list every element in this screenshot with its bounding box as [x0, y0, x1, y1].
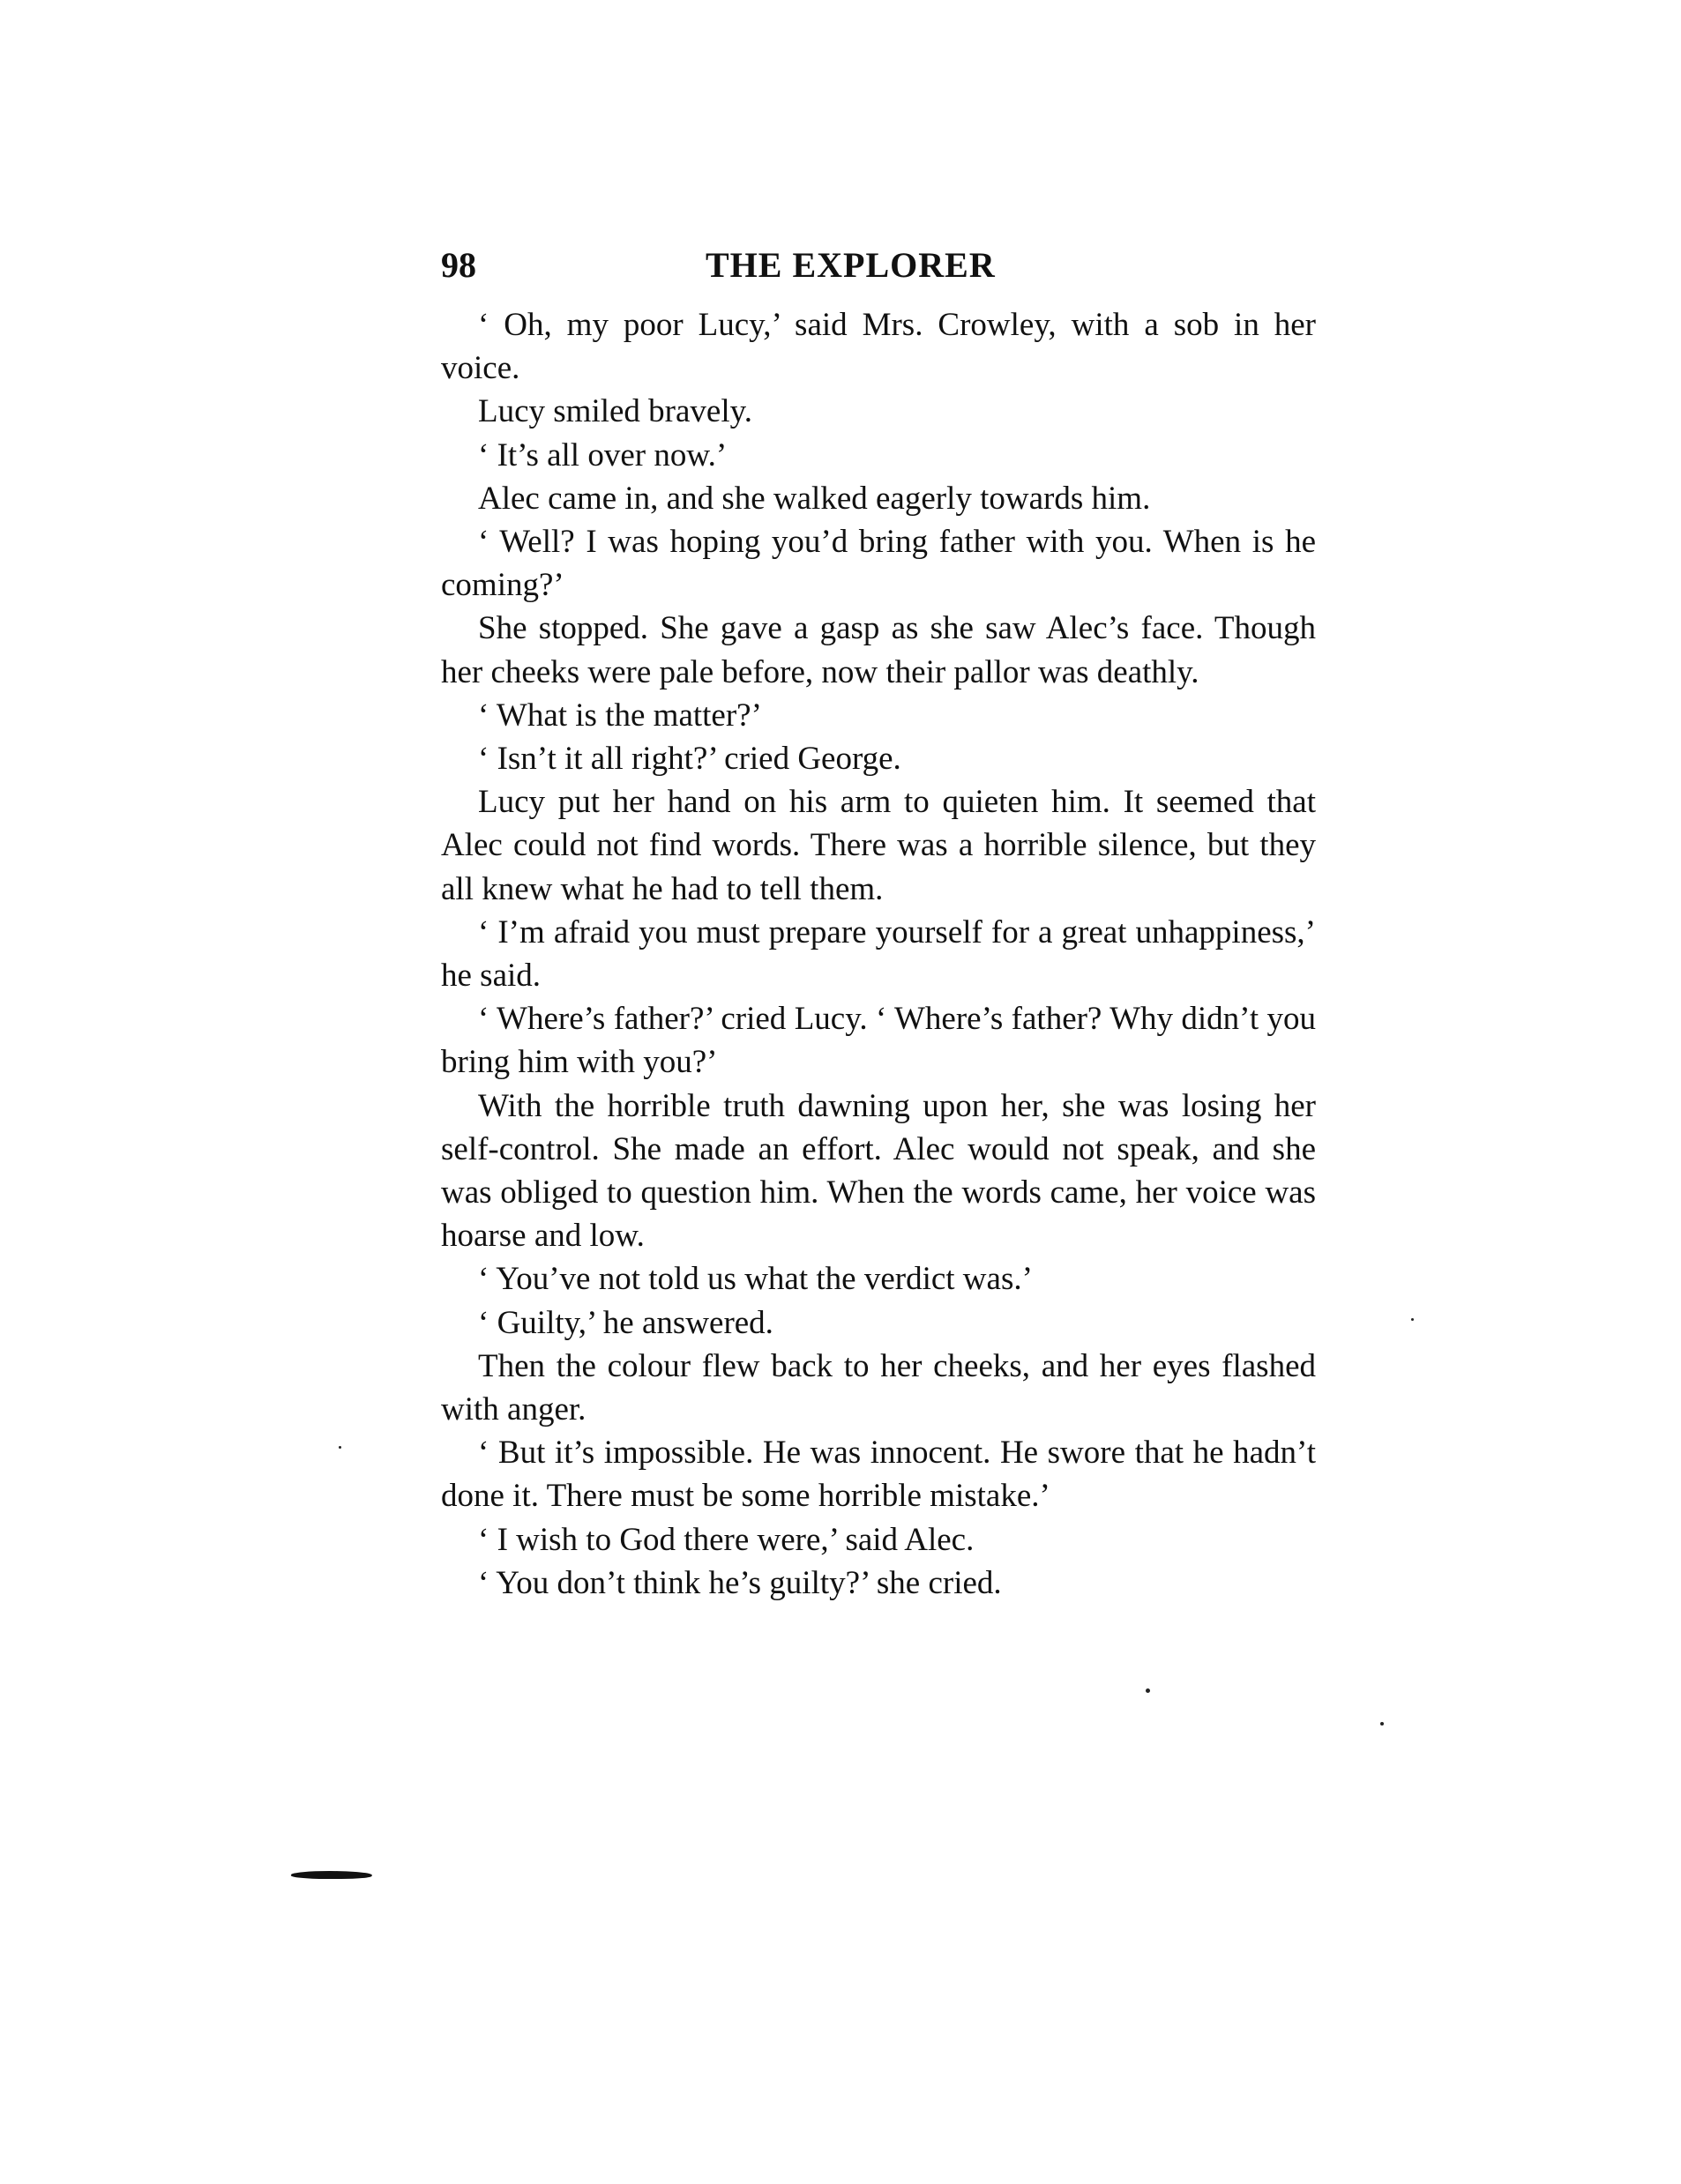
paragraph: Then the colour flew back to her cheeks, and her eyes flashed with anger.	[441, 1347, 1316, 1428]
running-title: THE EXPLORER	[706, 245, 996, 285]
paragraph: ‘ Where’s father?’ cried Lucy. ‘ Where’s father? Why didn’t you bring him with you?’	[441, 1001, 1316, 1081]
paragraph: ‘ I wish to God there were,’ said Alec.	[478, 1521, 975, 1558]
ink-smudge	[289, 1871, 373, 1879]
paragraph: ‘ Isn’t it all right?’ cried George.	[478, 741, 901, 778]
page-number: 98	[441, 245, 476, 285]
paragraph: ‘ I’m afraid you must prepare yourself for a great unhappiness,’ he said.	[441, 913, 1316, 995]
body-text	[441, 303, 1316, 1605]
paragraph: ‘ But it’s impossible. He was innocent. He swore that he hadn’t done it. There must be some horrible mistake.’	[441, 1435, 1316, 1515]
paragraph: ‘ Guilty,’ he answered.	[478, 1304, 773, 1341]
paragraph: ‘ You’ve not told us what the verdict was.’	[478, 1261, 1033, 1298]
paragraph: Lucy smiled bravely.	[478, 393, 752, 430]
paragraph: Alec came in, and she walked eagerly towards him.	[478, 480, 1151, 517]
paragraph: ‘ What is the matter?’	[478, 697, 762, 734]
scan-speck	[1146, 1688, 1150, 1693]
paragraph: She stopped. She gave a gasp as she saw Alec’s face. Though her cheeks were pale before, now their pallor was deathly.	[441, 610, 1316, 690]
scan-speck	[1411, 1318, 1414, 1321]
paragraph: ‘ Oh, my poor Lucy,’ said Mrs. Crowley, with a sob in her voice.	[441, 307, 1316, 387]
book-page	[441, 238, 1316, 1605]
paragraph: ‘ It’s all over now.’	[478, 436, 728, 473]
scan-speck	[1380, 1722, 1384, 1726]
running-head	[441, 238, 1316, 293]
paragraph: With the horrible truth dawning upon her, she was losing her self-control. She made an effort. Alec would not speak, and she was obliged to question him. When the words came, her voice was hoarse and low.	[441, 1087, 1316, 1255]
paragraph: Lucy put her hand on his arm to quieten him. It seemed that Alec could not find words. There was a horrible silence, but they all knew what he had to tell them.	[441, 784, 1316, 907]
paragraph: ‘ You don’t think he’s guilty?’ she cried.	[478, 1564, 1002, 1601]
scan-speck	[339, 1446, 341, 1449]
paragraph: ‘ Well? I was hoping you’d bring father with you. When is he coming?’	[441, 524, 1316, 604]
